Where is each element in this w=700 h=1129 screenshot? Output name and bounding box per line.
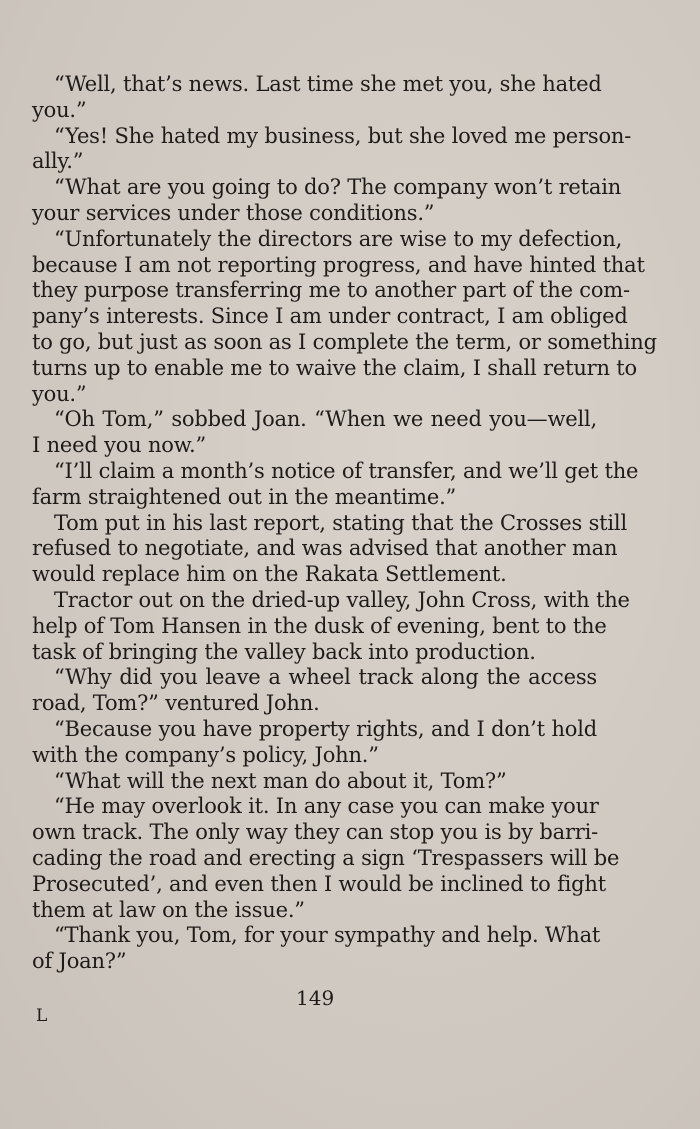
text-line: “Unfortunately the directors are wise to my defection, bbox=[54, 226, 623, 251]
text-line: cading the road and erecting a sign ‘Trespassers will be bbox=[32, 845, 620, 870]
text-line: “Why did you leave a wheel track along the access bbox=[54, 665, 597, 690]
text-line: Tom put in his last report, stating that the Crosses still bbox=[54, 510, 627, 535]
text-line: “I’ll claim a month’s notice of transfer, and we’ll get the bbox=[54, 458, 639, 483]
text-line: would replace him on the Rakata Settlement. bbox=[32, 562, 507, 587]
text-line: I need you now.” bbox=[32, 433, 207, 458]
text-line: you.” bbox=[32, 97, 87, 122]
text-line: road, Tom?” ventured John. bbox=[32, 691, 320, 716]
text-line: pany’s interests. Since I am under contract, I am obliged bbox=[32, 304, 628, 329]
text-line: of Joan?” bbox=[32, 949, 127, 974]
text-line: “Oh Tom,” sobbed Joan. “When we need you—well, bbox=[54, 407, 597, 432]
text-line: with the company’s policy, John.” bbox=[32, 742, 379, 767]
text-line: “Yes! She hated my business, but she loved me person- bbox=[54, 123, 632, 148]
text-line: them at law on the issue.” bbox=[32, 897, 305, 922]
text-line: to go, but just as soon as I complete the term, or something bbox=[32, 329, 657, 354]
text-line: “He may overlook it. In any case you can make your bbox=[54, 794, 599, 819]
text-line: “Because you have property rights, and I don’t hold bbox=[54, 716, 597, 741]
text-line: “Well, that’s news. Last time she met you, she hated bbox=[54, 72, 602, 96]
text-line: task of bringing the valley back into production. bbox=[32, 639, 536, 664]
text-line: they purpose transferring me to another part of the com- bbox=[32, 278, 630, 303]
text-line: “What are you going to do? The company won’t retain bbox=[54, 175, 622, 200]
text-line: because I am not reporting progress, and have hinted that bbox=[32, 252, 645, 277]
text-line: “Thank you, Tom, for your sympathy and help. What bbox=[54, 923, 601, 948]
page-number: 149 bbox=[296, 986, 335, 1010]
text-line: help of Tom Hansen in the dusk of evening, bent to the bbox=[32, 613, 607, 638]
text-line: Tractor out on the dried-up valley, John Cross, with the bbox=[54, 587, 630, 612]
text-line: ally.” bbox=[32, 149, 84, 174]
text-line: Prosecuted’, and even then I would be inclined to fight bbox=[32, 871, 606, 896]
text-line: own track. The only way they can stop you is by barri- bbox=[32, 820, 599, 845]
text-line: “What will the next man do about it, Tom?” bbox=[54, 768, 507, 793]
text-line: farm straightened out in the meantime.” bbox=[32, 484, 457, 509]
page-body bbox=[32, 72, 657, 975]
text-line: turns up to enable me to waive the claim, I shall return to bbox=[32, 355, 637, 380]
text-line: refused to negotiate, and was advised that another man bbox=[32, 536, 618, 561]
text-line: you.” bbox=[32, 381, 87, 406]
text-line: your services under those conditions.” bbox=[32, 200, 435, 225]
signature-mark: L bbox=[36, 1006, 48, 1026]
